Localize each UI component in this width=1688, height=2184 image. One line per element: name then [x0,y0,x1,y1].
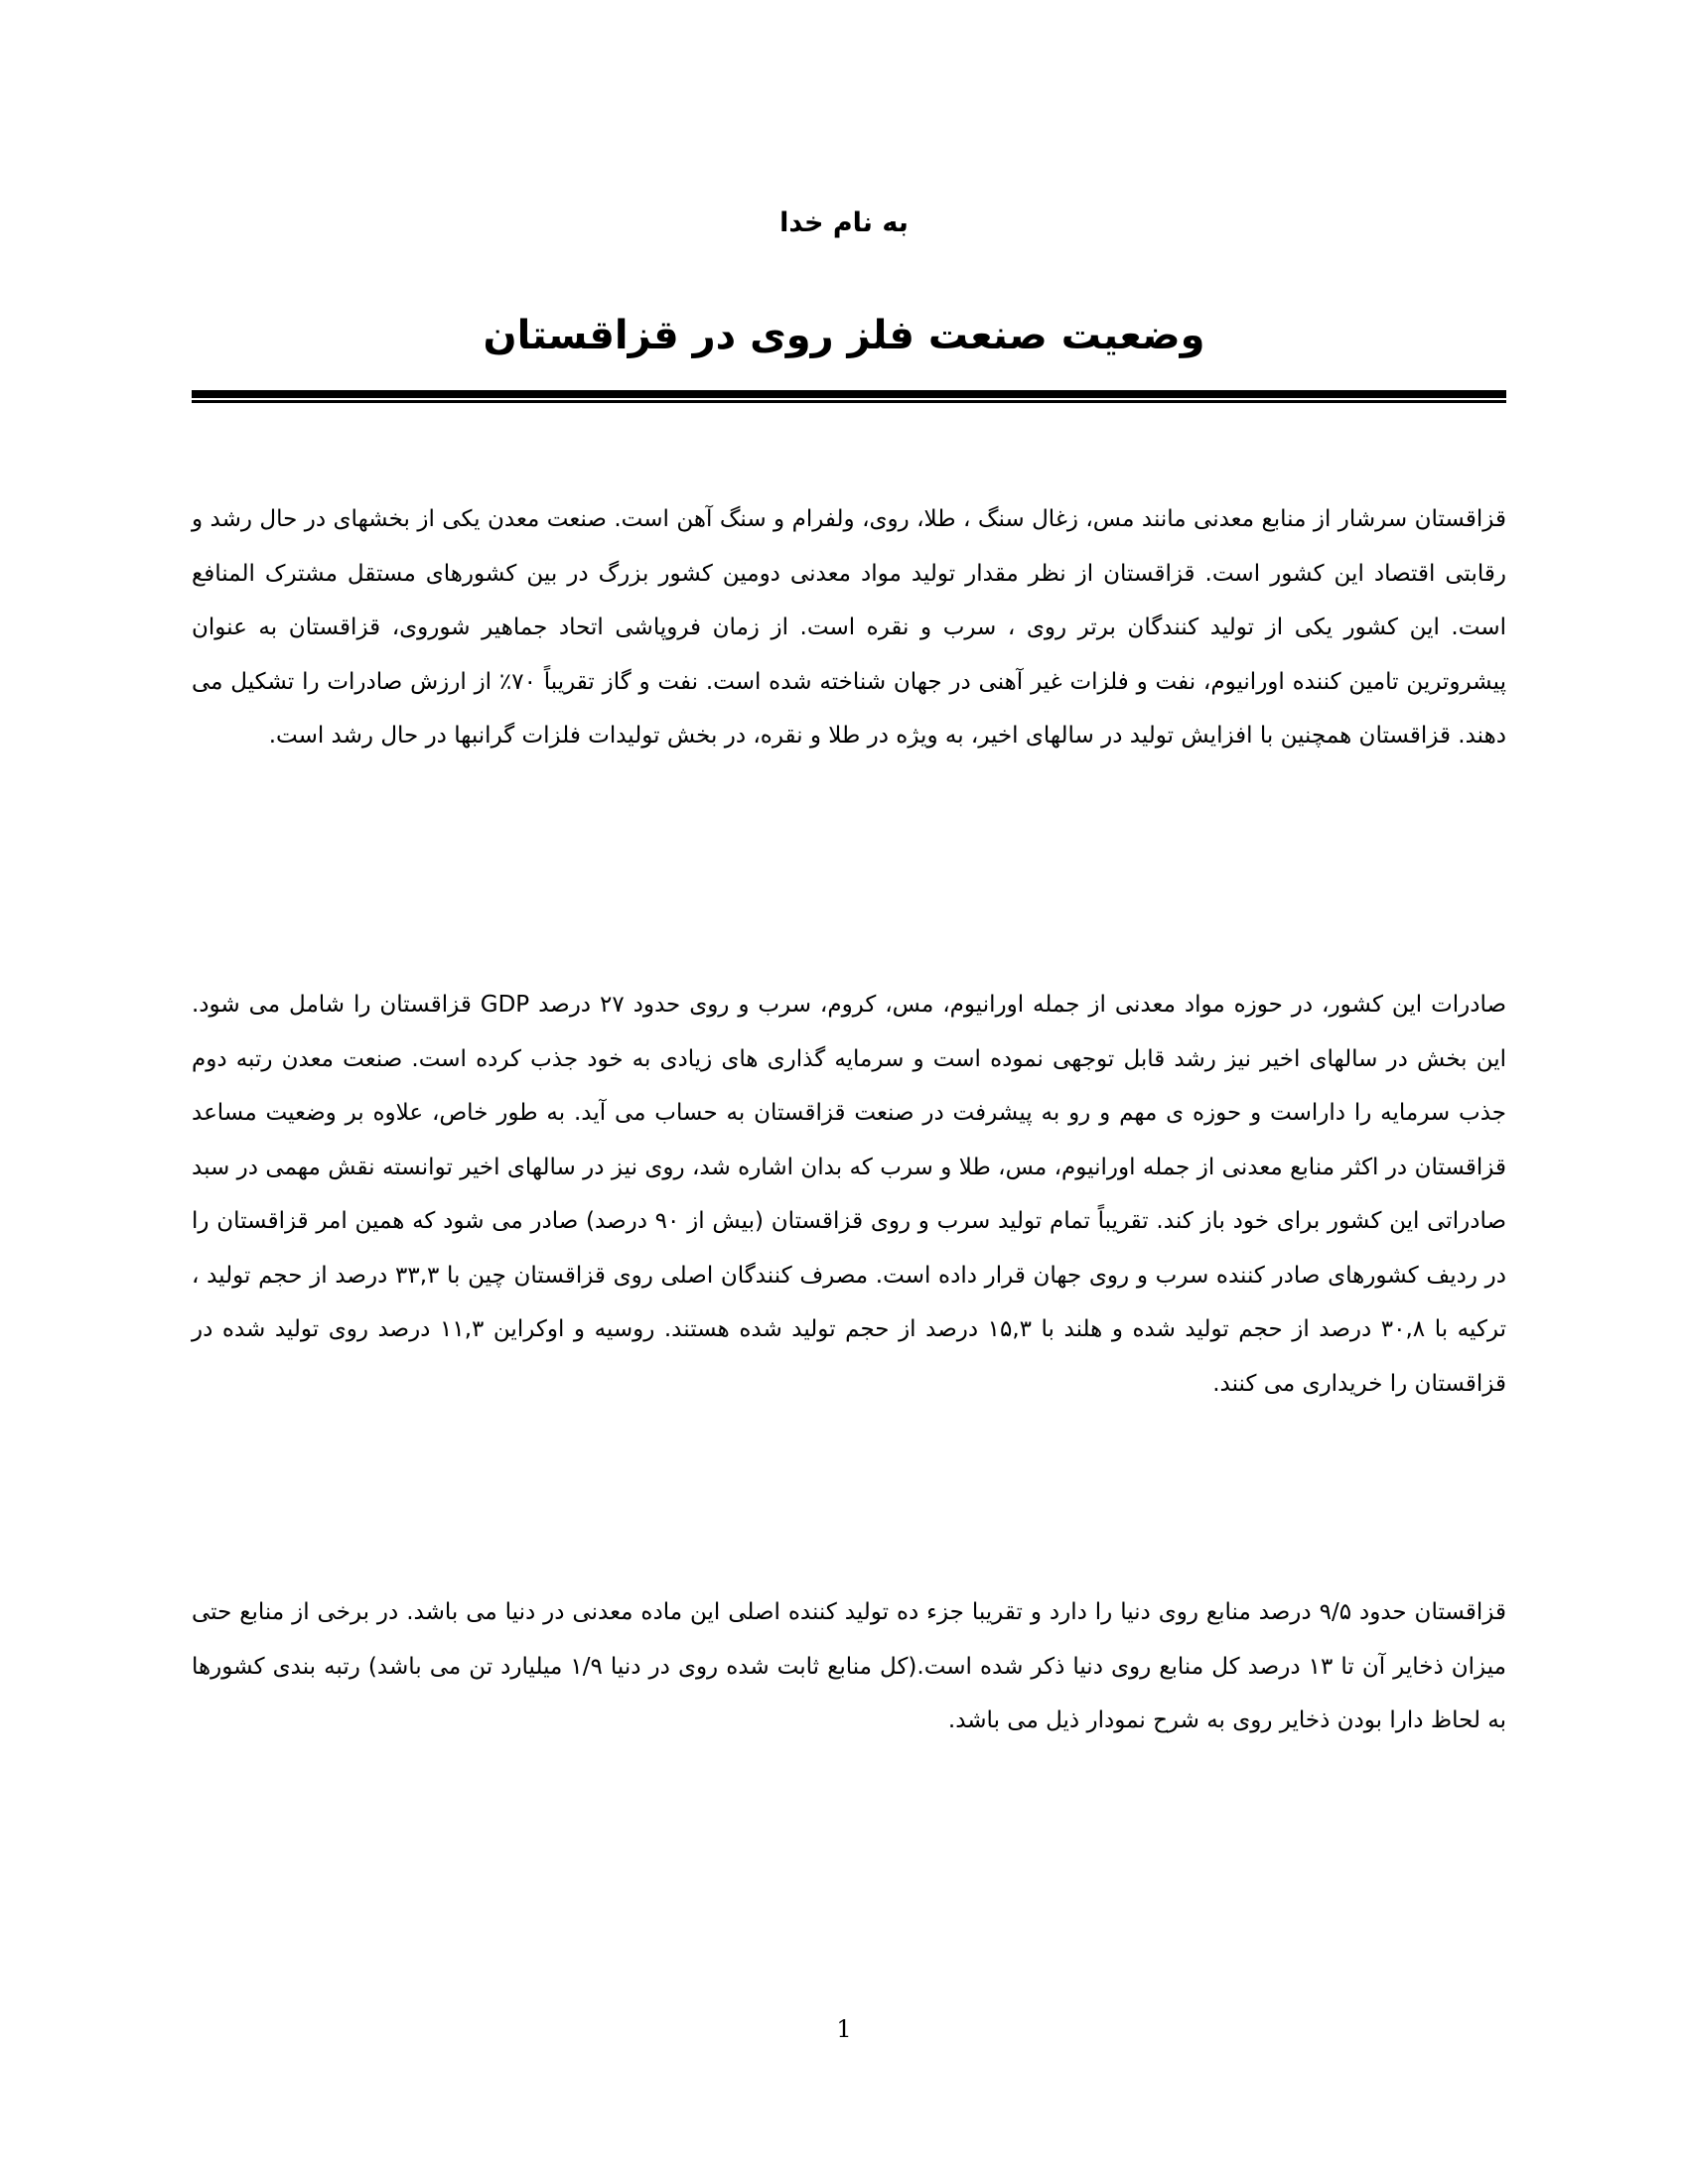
title-divider-thin [192,400,1506,403]
title-divider-thick [192,390,1506,398]
paragraph-exports: صادرات این کشور، در حوزه مواد معدنی از جمله اورانیوم، مس، کروم، سرب و روی حدود ۲۷ درصد GDP قزاقستان را شامل می شود. این بخش در سالهای اخیر نیز رشد قابل توجهی نموده است و سرمایه گذاری های زیادی به خود جذب کرده است. صنعت معدن رتبه دوم جذب سرمایه را داراست و حوزه ی مهم و رو به پیشرفت در صنعت قزاقستان به حساب می آید. به طور خاص، علاوه بر وضعیت مساعد قزاقستان در اکثر منابع معدنی از جمله اورانیوم، مس، طلا و سرب که بدان اشاره شد، روی نیز در سالهای اخیر توانسته نقش مهمی در سبد صادراتی این کشور برای خود باز کند. تقریباً تمام تولید سرب و روی قزاقستان (بیش از ۹۰ درصد) صادر می شود که همین امر قزاقستان را در ردیف کشورهای صادر کننده سرب و روی جهان قرار داده است. مصرف کنندگان اصلی روی قزاقستان چین با ۳۳,۳ درصد از حجم تولید ، ترکیه با ۳۰,۸ درصد از حجم تولید شده و هلند با ۱۵,۳ درصد از حجم تولید شده هستند. روسیه و اوکراین ۱۱,۳ درصد روی تولید شده در قزاقستان را خریداری می کنند. [192,992,1507,1397]
basmala-heading: به نام خدا [779,207,909,238]
paragraph-mineral-resources: قزاقستان سرشار از منابع معدنی مانند مس، زغال سنگ ، طلا، روی، ولفرام و سنگ آهن است. صنعت معدن یکی از بخشهای در حال رشد و رقابتی اقتصاد این کشور است. قزاقستان از نظر مقدار تولید مواد معدنی دومین کشور بزرگ در بین کشورهای مستقل مشترک المنافع است. این کشور یکی از تولید کنندگان برتر روی ، سرب و نقره است. از زمان فروپاشی اتحاد جماهیر شوروی، قزاقستان به عنوان پیشروترین تامین کننده اورانیوم، نفت و فلزات غیر آهنی در جهان شناخته شده است. نفت و گاز تقریباً ۷۰٪ از ارزش صادرات را تشکیل می دهند. قزاقستان همچنین با افزایش تولید در سالهای اخیر، به ویژه در طلا و نقره، در بخش تولیدات فلزات گرانبها در حال رشد است. [192,506,1506,749]
page-title: وضعیت صنعت فلز روی در قزاقستان [483,313,1205,358]
paragraph-zinc-reserves: قزاقستان حدود ۹/۵ درصد منابع روی دنیا را دارد و تقریبا جزء ده تولید کننده اصلی این ماده معدنی در دنیا می باشد. در برخی از منابع حتی میزان ذخایر آن تا ۱۳ درصد کل منابع روی دنیا ذکر شده است.(کل منابع ثابت شده روی در دنیا ۱/۹ میلیارد تن می باشد) رتبه بندی کشورها به لحاظ دارا بودن ذخایر روی به شرح نمودار ذیل می باشد. [192,1599,1506,1733]
page-number: 1 [836,2015,852,2043]
